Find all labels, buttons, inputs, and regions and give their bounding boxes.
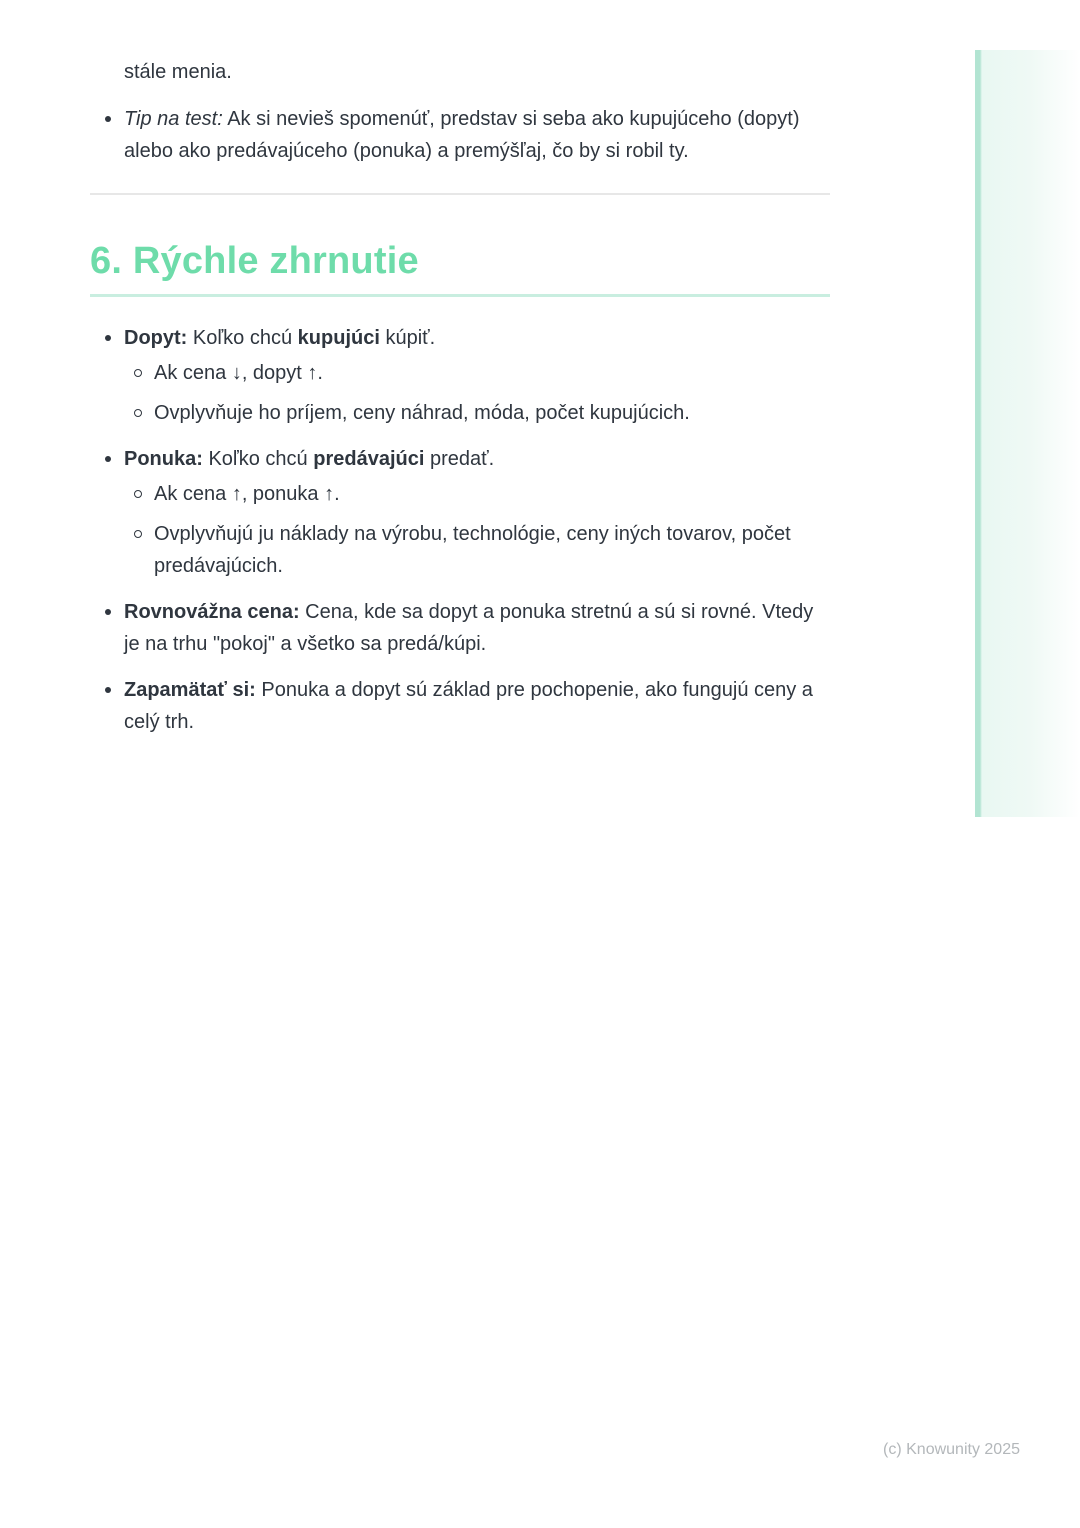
sub-list-item [124,518,830,582]
list-item-ponuka [90,443,830,582]
bullet-dot-icon [105,456,111,462]
bullet-dot-icon [105,116,111,122]
term-label: Rovnovážna cena: [124,601,300,623]
list-item-rovnovazna-cena [90,596,830,660]
sub-item-text: Ovplyvňuje ho príjem, ceny náhrad, móda, počet kupujúcich. [154,402,690,424]
term-label: Dopyt: [124,327,188,349]
item-text-strong: predávajúci [313,448,425,470]
bullet-circle-icon [134,490,142,498]
section-heading: 6. Rýchle zhrnutie [90,238,830,297]
paragraph-continuation: stále menia. [124,61,232,83]
section-divider [90,193,830,195]
tip-text-wrap [124,108,799,162]
bullet-dot-icon [105,609,111,615]
item-text-tail: kúpiť. [379,327,436,349]
bullet-dot-icon [105,687,111,693]
page-content [90,0,830,752]
sub-list [124,478,830,582]
list-item-text [124,327,435,349]
list-item-dopyt [90,322,830,429]
bullet-circle-icon [134,409,142,417]
summary-list [90,322,830,738]
sub-list-item [124,357,830,389]
item-text-tail: predať. [424,448,495,470]
list-item-zapamatat-si [90,674,830,738]
sub-list-item [124,478,830,510]
item-text-mid: Koľko chcú [202,448,314,470]
tip-list-item [90,103,830,167]
term-label: Ponuka: [124,448,203,470]
sub-list-item [124,397,830,429]
copyright-footer: (c) Knowunity 2025 [883,1441,1020,1458]
item-text-strong: kupujúci [297,327,380,349]
term-label: Zapamätať si: [124,679,256,701]
sub-item-text: Ovplyvňujú ju náklady na výrobu, technológie, ceny iných tovarov, počet predávajúcich. [154,523,791,577]
bullet-circle-icon [134,369,142,377]
tip-list [90,103,830,167]
list-item-text [124,601,813,655]
bullet-dot-icon [105,335,111,341]
page-edge-gradient [975,50,1080,817]
bullet-circle-icon [134,530,142,538]
item-text-mid: Koľko chcú [187,327,298,349]
item-text-tail: Ponuka a dopyt sú základ pre pochopenie, ako fungujú ceny a celý trh. [124,679,813,733]
sub-list [124,357,830,429]
item-text-tail: Cena, kde sa dopyt a ponuka stretnú a sú si rovné. Vtedy je na trhu "pokoj" a všetko sa predá/kúpi. [124,601,814,655]
list-item-text [124,448,494,470]
sub-item-text: Ak cena ↓, dopyt ↑. [154,362,323,384]
tip-label: Tip na test: [124,108,223,130]
list-item-text [124,679,813,733]
sub-item-text: Ak cena ↑, ponuka ↑. [154,483,340,505]
tip-text: Ak si nevieš spomenúť, predstav si seba ako kupujúceho (dopyt) alebo ako predávajúceho (ponuka) a premýšľaj, čo by si robil ty. [124,108,800,162]
